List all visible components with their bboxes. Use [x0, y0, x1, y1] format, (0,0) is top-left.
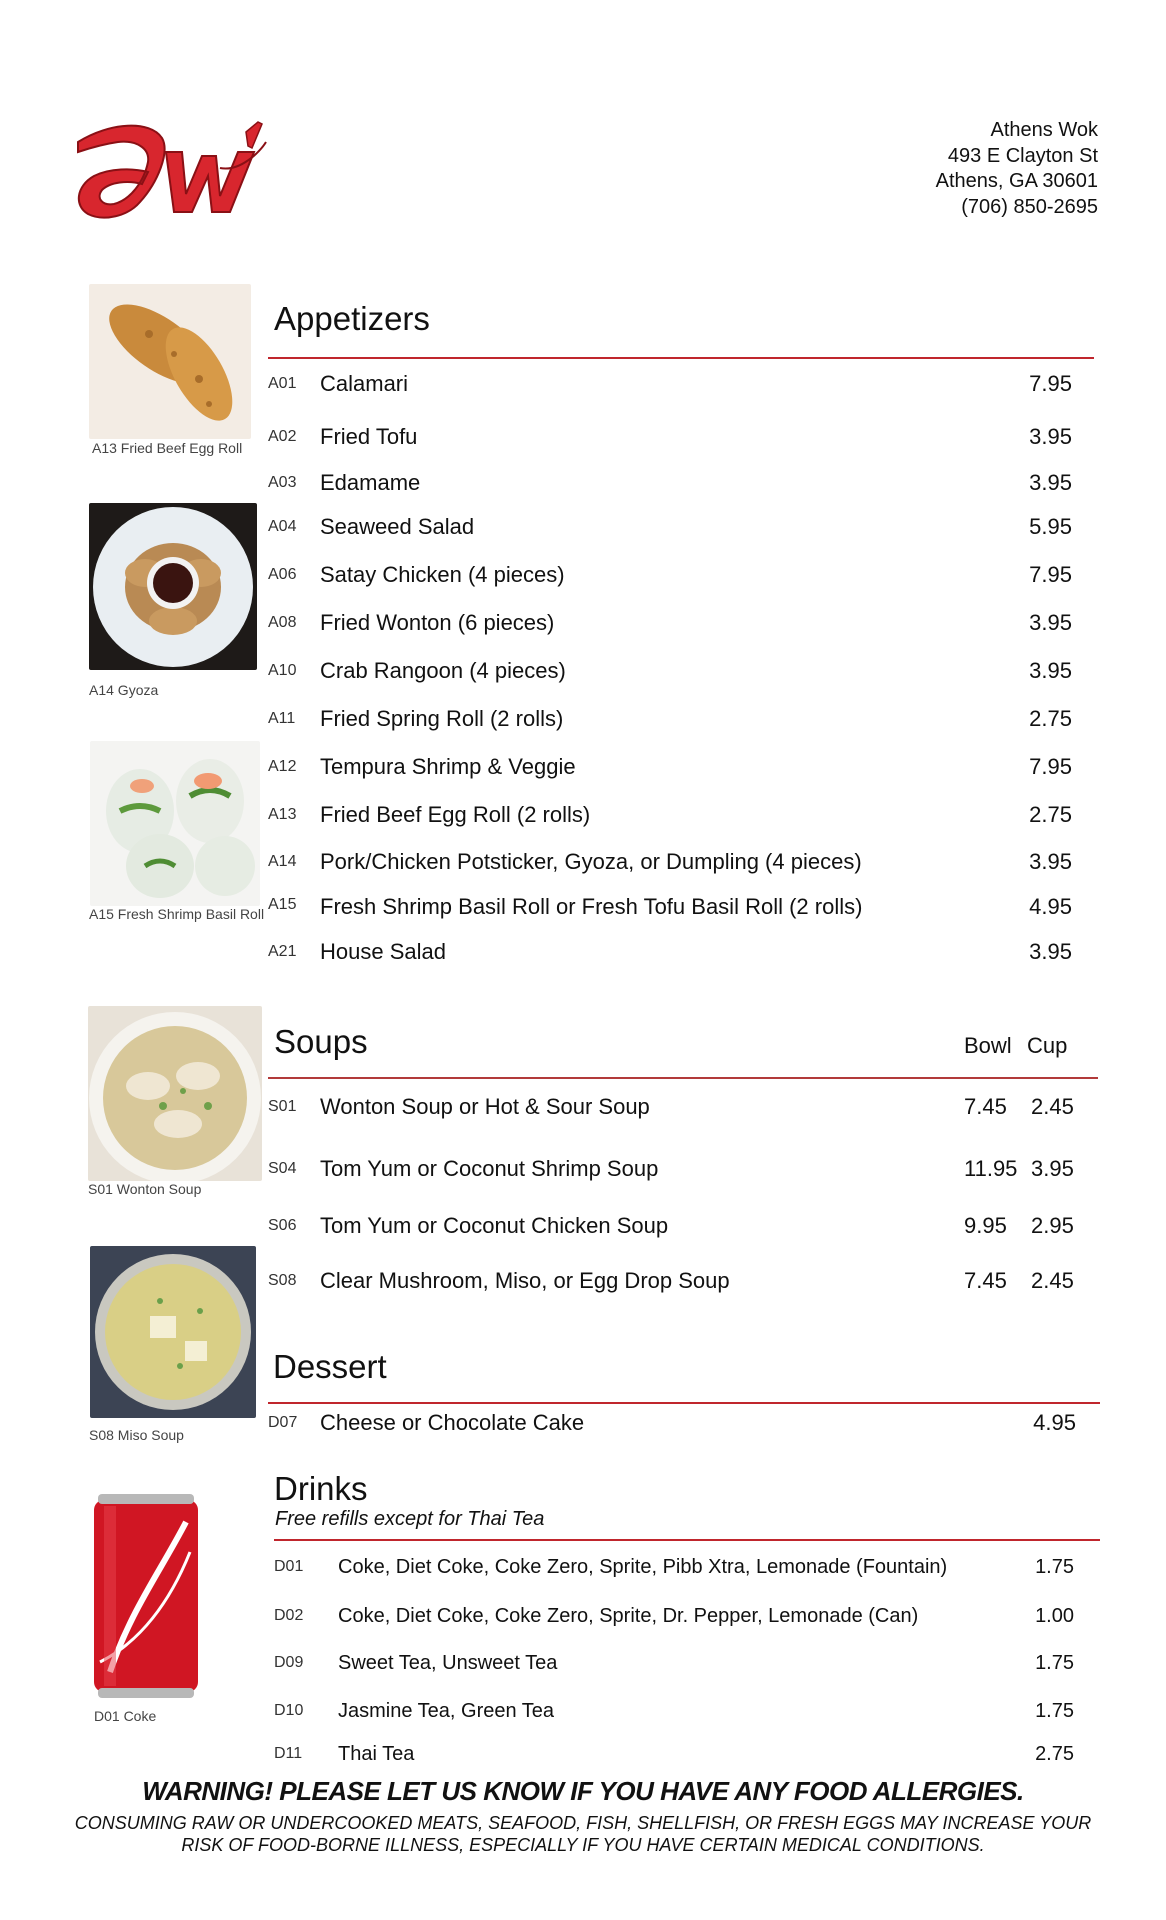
item-name: Jasmine Tea, Green Tea	[338, 1700, 555, 1722]
allergy-warning: WARNING! PLEASE LET US KNOW IF YOU HAVE ANY FOOD ALLERGIES.	[142, 1776, 1024, 1806]
gyoza-photo	[89, 503, 257, 670]
item-name: Fried Wonton (6 pieces)	[320, 610, 555, 635]
miso-soup-photo	[90, 1246, 256, 1418]
photo-caption: A14 Gyoza	[89, 682, 159, 698]
item-code: A03	[268, 474, 297, 491]
drinks-divider	[274, 1539, 1100, 1541]
item-price: 7.95	[1029, 754, 1072, 779]
item-code: A06	[268, 566, 297, 583]
dessert-divider	[268, 1402, 1100, 1404]
item-name: Coke, Diet Coke, Coke Zero, Sprite, Dr. Pepper, Lemonade (Can)	[338, 1605, 919, 1627]
drinks-title: Drinks	[274, 1470, 368, 1507]
item-name: Tom Yum or Coconut Shrimp Soup	[320, 1156, 659, 1181]
item-name: Fried Beef Egg Roll (2 rolls)	[320, 802, 591, 827]
item-price: 3.95	[1029, 939, 1072, 964]
item-price-cup: 2.95	[1031, 1213, 1074, 1238]
egg-roll-photo	[89, 284, 251, 439]
soup-item[interactable]	[0, 1213, 1166, 1243]
item-price-bowl: 7.45	[964, 1268, 1007, 1293]
soups-col-cup: Cup	[1027, 1033, 1068, 1058]
dessert-title: Dessert	[273, 1348, 387, 1385]
item-name: Edamame	[320, 470, 421, 495]
item-code: D02	[274, 1607, 304, 1624]
restaurant-phone[interactable]: (706) 850-2695	[961, 195, 1098, 218]
restaurant-name: Athens Wok	[990, 119, 1098, 141]
item-code: D11	[274, 1745, 303, 1762]
wonton-soup-photo	[88, 1006, 262, 1181]
item-price: 3.95	[1029, 610, 1072, 635]
item-price: 2.75	[1035, 1743, 1074, 1765]
health-notice-line: RISK OF FOOD-BORNE ILLNESS, ESPECIALLY IF YOU HAVE CERTAIN MEDICAL CONDITIONS.	[181, 1835, 985, 1855]
item-code: A10	[268, 662, 297, 679]
item-price-bowl: 7.45	[964, 1094, 1007, 1119]
item-code: D07	[268, 1414, 298, 1431]
item-code: S08	[268, 1272, 297, 1289]
soups-divider	[268, 1077, 1098, 1079]
item-code: D10	[274, 1702, 304, 1719]
item-price: 3.95	[1029, 424, 1072, 449]
item-name: Seaweed Salad	[320, 514, 475, 539]
health-notice	[60, 1812, 1106, 1856]
item-price: 3.95	[1029, 658, 1072, 683]
menu-item[interactable]	[0, 706, 1166, 736]
item-price-bowl: 9.95	[964, 1213, 1007, 1238]
item-code: S06	[268, 1217, 297, 1234]
item-name: Fried Tofu	[320, 424, 418, 449]
item-price-cup: 3.95	[1031, 1156, 1074, 1181]
item-price: 2.75	[1029, 706, 1072, 731]
photo-caption: S01 Wonton Soup	[88, 1181, 202, 1197]
item-name: Fresh Shrimp Basil Roll or Fresh Tofu Basil Roll (2 rolls)	[320, 894, 863, 919]
item-code: D01	[274, 1558, 304, 1575]
item-price: 1.75	[1035, 1700, 1074, 1722]
item-price: 1.00	[1035, 1605, 1074, 1627]
item-name: Coke, Diet Coke, Coke Zero, Sprite, Pibb Xtra, Lemonade (Fountain)	[338, 1556, 948, 1578]
drink-item[interactable]	[0, 1698, 1166, 1728]
item-code: A04	[268, 518, 297, 535]
item-name: Clear Mushroom, Miso, or Egg Drop Soup	[320, 1268, 730, 1293]
item-name: Thai Tea	[338, 1743, 415, 1765]
item-code: A02	[268, 428, 297, 445]
health-notice-line: CONSUMING RAW OR UNDERCOOKED MEATS, SEAFOOD, FISH, SHELLFISH, OR FRESH EGGS MAY INCREASE YOUR	[74, 1813, 1092, 1833]
appetizers-divider	[268, 357, 1094, 359]
item-code: D09	[274, 1654, 304, 1671]
restaurant-city: Athens, GA 30601	[935, 170, 1098, 192]
item-price: 7.95	[1029, 562, 1072, 587]
item-price: 2.75	[1029, 802, 1072, 827]
item-price-bowl: 11.95	[964, 1156, 1018, 1181]
item-code: A14	[268, 853, 297, 870]
item-price: 1.75	[1035, 1556, 1074, 1578]
item-code: A15	[268, 896, 297, 913]
item-name: Tom Yum or Coconut Chicken Soup	[320, 1213, 669, 1238]
drink-item[interactable]	[0, 1741, 1166, 1771]
item-code: A13	[268, 806, 297, 823]
soups-title: Soups	[274, 1023, 368, 1060]
photo-caption: A13 Fried Beef Egg Roll	[92, 440, 243, 456]
item-price: 7.95	[1029, 371, 1072, 396]
menu-item[interactable]	[0, 1410, 1166, 1440]
item-name: Crab Rangoon (4 pieces)	[320, 658, 566, 683]
item-price: 1.75	[1035, 1652, 1074, 1674]
item-code: S01	[268, 1098, 297, 1115]
item-name: Pork/Chicken Potsticker, Gyoza, or Dumpling (4 pieces)	[320, 849, 862, 874]
restaurant-address	[936, 118, 1098, 220]
item-price-cup: 2.45	[1031, 1094, 1074, 1119]
menu-item[interactable]	[0, 939, 1166, 969]
photo-caption: S08 Miso Soup	[89, 1427, 184, 1443]
item-code: A08	[268, 614, 297, 631]
item-code: S04	[268, 1160, 297, 1177]
item-name: Calamari	[320, 371, 409, 396]
aw-logo-icon	[70, 112, 280, 230]
item-price: 4.95	[1033, 1410, 1076, 1435]
item-price-cup: 2.45	[1031, 1268, 1074, 1293]
item-name: Satay Chicken (4 pieces)	[320, 562, 565, 587]
item-code: A21	[268, 943, 297, 960]
appetizers-title: Appetizers	[274, 300, 430, 337]
item-name: Fried Spring Roll (2 rolls)	[320, 706, 564, 731]
restaurant-logo	[70, 112, 280, 230]
item-name: House Salad	[320, 939, 446, 964]
drinks-subtitle: Free refills except for Thai Tea	[275, 1508, 545, 1530]
item-name: Tempura Shrimp & Veggie	[320, 754, 576, 779]
item-price: 5.95	[1029, 514, 1072, 539]
menu-item[interactable]	[0, 470, 1166, 500]
basil-roll-photo	[90, 741, 260, 906]
item-code: A12	[268, 758, 297, 775]
item-code: A11	[268, 710, 296, 727]
item-name: Cheese or Chocolate Cake	[320, 1410, 585, 1435]
item-code: A01	[268, 375, 297, 392]
item-price: 3.95	[1029, 849, 1072, 874]
soups-col-bowl: Bowl	[964, 1033, 1012, 1058]
photo-caption: D01 Coke	[94, 1708, 157, 1724]
coke-can-photo	[90, 1492, 202, 1700]
restaurant-street: 493 E Clayton St	[947, 144, 1098, 167]
photo-caption: A15 Fresh Shrimp Basil Roll	[89, 906, 265, 922]
item-name: Wonton Soup or Hot & Sour Soup	[320, 1094, 650, 1119]
item-name: Sweet Tea, Unsweet Tea	[338, 1652, 558, 1674]
item-price: 3.95	[1029, 470, 1072, 495]
item-price: 4.95	[1029, 894, 1072, 919]
